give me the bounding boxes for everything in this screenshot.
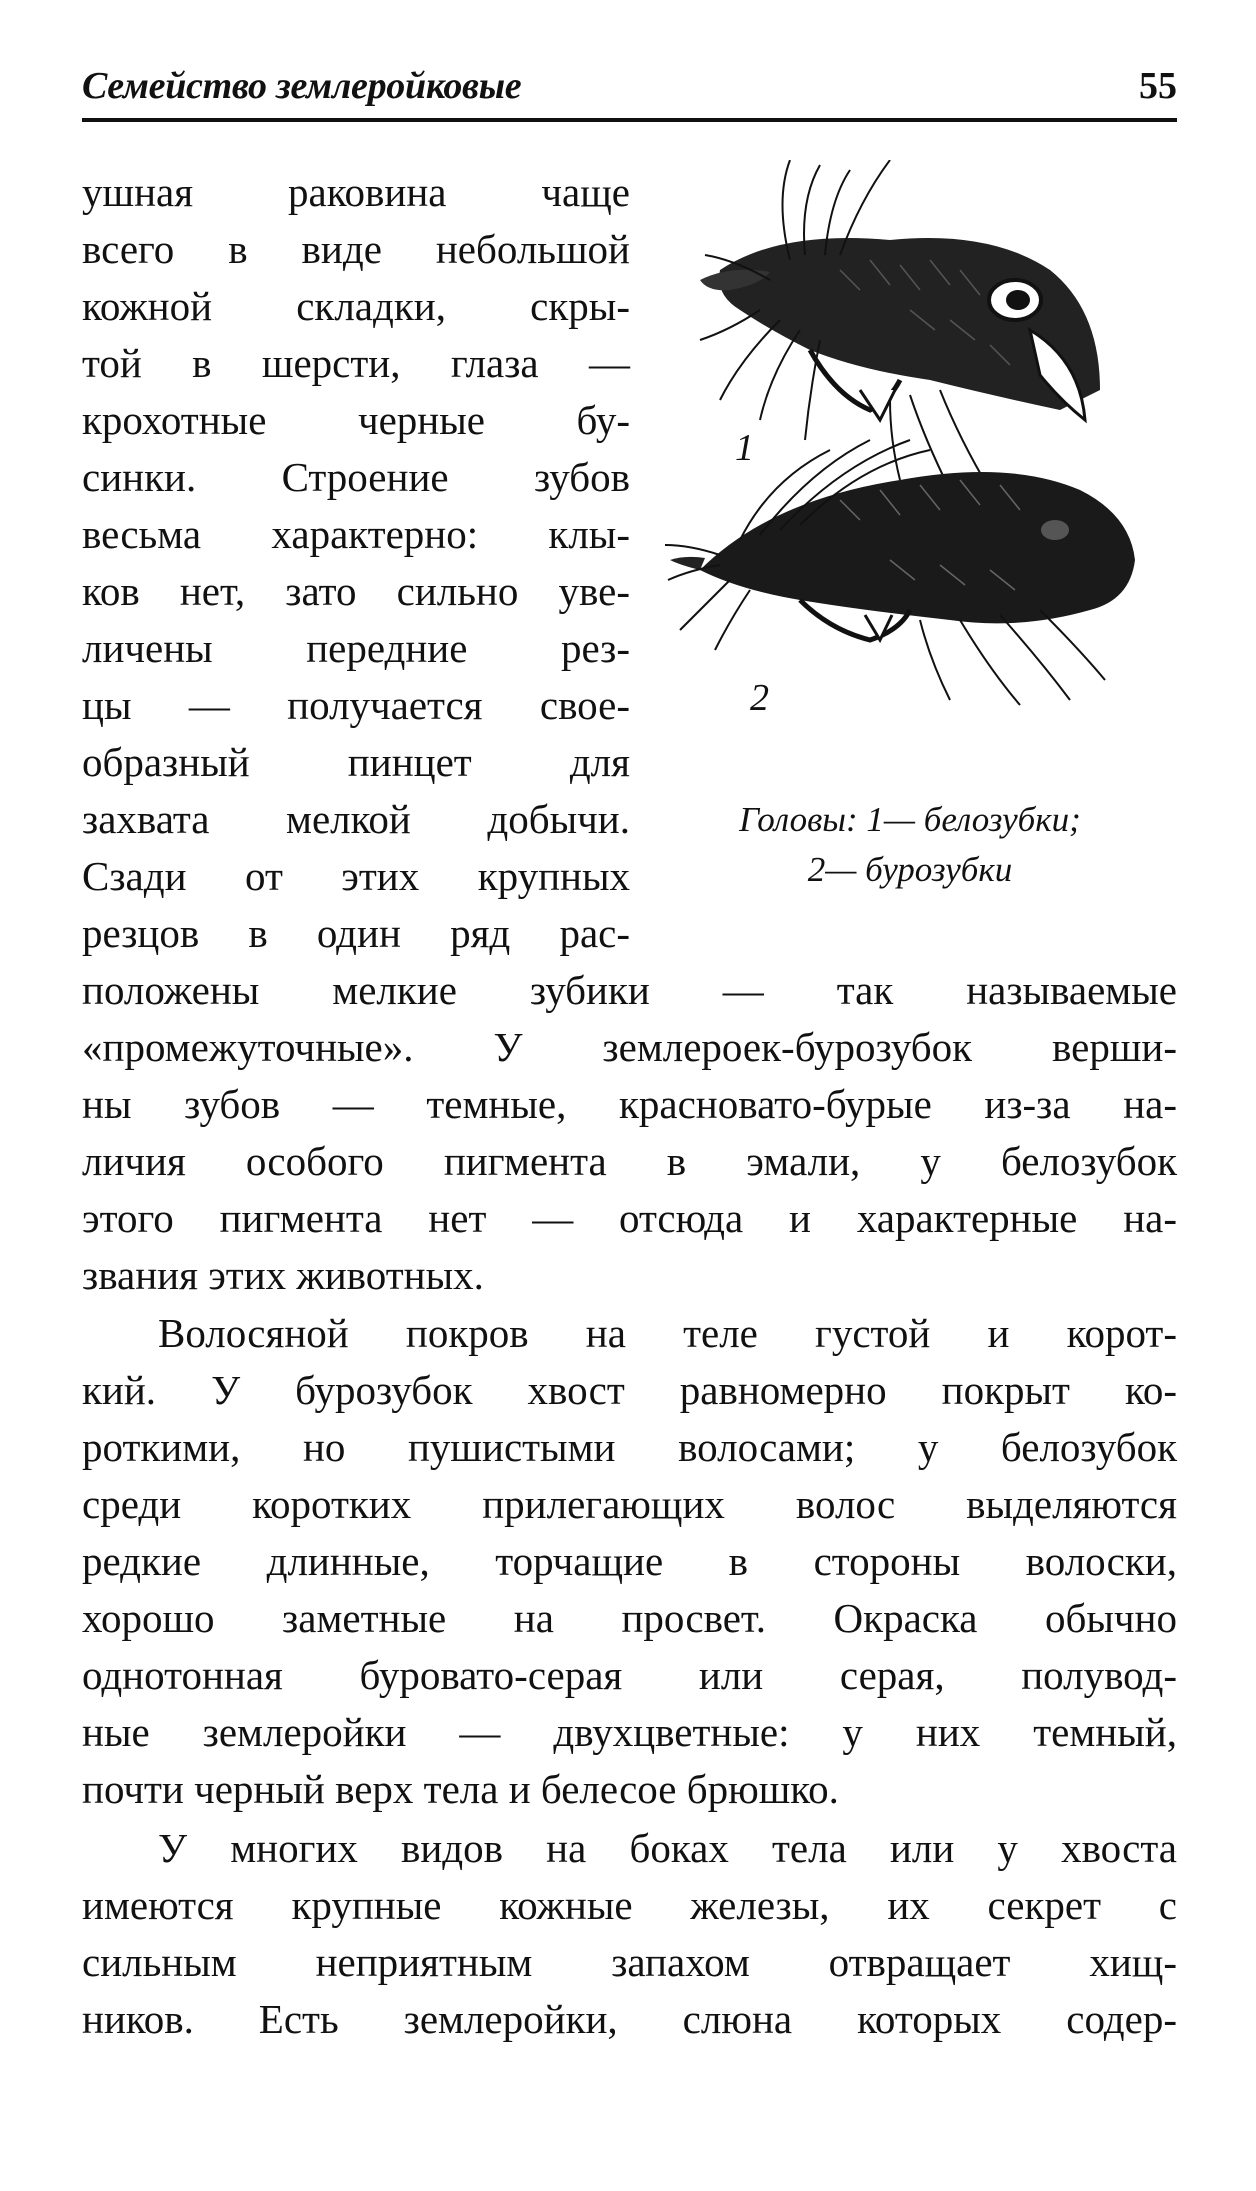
paragraph-2: [82, 1305, 1177, 1818]
text-line: ны зубов — темные, красновато-бурые из-за на-: [82, 1081, 1177, 1127]
text-line: кожной складки, скры-: [82, 283, 630, 329]
text-line: личия особого пигмента в эмали, у белозубок: [82, 1138, 1177, 1184]
text-line: ушная раковина чаще: [82, 169, 630, 215]
text-line: синки. Строение зубов: [82, 454, 630, 500]
text-line: положены мелкие зубики — так называемые: [82, 967, 1177, 1013]
text-line: сильным неприятным запахом отвращает хищ-: [82, 1939, 1177, 1985]
text-line: роткими, но пушистыми волосами; у белозубок: [82, 1424, 1177, 1470]
page-header: [82, 60, 1177, 124]
paragraph-1-narrow: [82, 164, 630, 962]
text-line: цы — получается свое-: [82, 682, 630, 728]
text-line: захвата мелкой добычи.: [82, 796, 630, 842]
text-line: ников. Есть землеройки, слюна которых содер-: [82, 1996, 1177, 2042]
text-line: резцов в один ряд рас-: [82, 910, 630, 956]
text-line: хорошо заметные на просвет. Окраска обычно: [82, 1595, 1177, 1641]
paragraph-3: [82, 1820, 1177, 2048]
text-line: звания этих животных.: [82, 1252, 484, 1298]
header-rule: [82, 118, 1177, 122]
shrew-head-1-drawing: [700, 160, 1100, 490]
text-line: кий. У бурозубок хвост равномерно покрыт ко-: [82, 1367, 1177, 1413]
text-line: той в шерсти, глаза —: [82, 340, 630, 386]
text-line: личены передние рез-: [82, 625, 630, 671]
text-line: среди коротких прилегающих волос выделяются: [82, 1481, 1177, 1527]
text-line: «промежуточные». У землероек-бурозубок верши-: [82, 1024, 1177, 1070]
text-line: У многих видов на боках тела или у хвоста: [158, 1825, 1177, 1871]
text-line: имеются крупные кожные железы, их секрет с: [82, 1882, 1177, 1928]
text-line: редкие длинные, торчащие в стороны волоски,: [82, 1538, 1177, 1584]
page-number: 55: [1139, 65, 1177, 107]
figure-label-2: 2: [750, 677, 769, 719]
text-line: Волосяной покров на теле густой и корот-: [158, 1310, 1177, 1356]
text-line: этого пигмента нет — отсюда и характерные на-: [82, 1195, 1177, 1241]
caption-line: 2— бурозубки: [807, 850, 1013, 889]
caption-line: Головы: 1— белозубки;: [739, 800, 1081, 839]
running-title: Семейство землеройковые: [82, 65, 522, 107]
text-line: ные землеройки — двухцветные: у них темный,: [82, 1709, 1177, 1755]
figure-label-1: 1: [735, 427, 754, 469]
text-line: образный пинцет для: [82, 739, 630, 785]
shrew-heads-illustration: [660, 160, 1180, 740]
text-line: всего в виде небольшой: [82, 226, 630, 272]
text-line: весьма характерно: клы-: [82, 511, 630, 557]
text-line: ков нет, зато сильно уве-: [82, 568, 630, 614]
text-line: однотонная буровато-серая или серая, полувод-: [82, 1652, 1177, 1698]
text-line: Сзади от этих крупных: [82, 853, 630, 899]
text-line: крохотные черные бу-: [82, 397, 630, 443]
figure-caption: [640, 795, 1180, 895]
text-line: почти черный верх тела и белесое брюшко.: [82, 1766, 839, 1812]
paragraph-1-wide: [82, 962, 1177, 1304]
